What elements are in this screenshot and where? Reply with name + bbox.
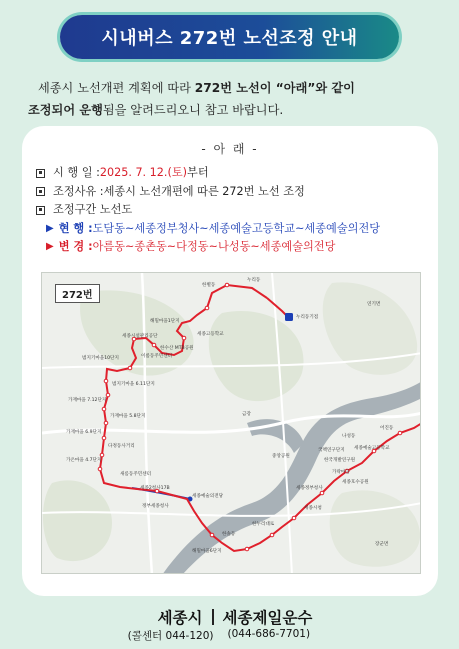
organization-bus-company: 세종제일운수 xyxy=(222,609,313,627)
map-label: 가재마을 6.9단지 xyxy=(66,430,102,435)
map-label: 이룸동주민센터 xyxy=(141,354,173,359)
map-label: 세종예술의전당 xyxy=(192,494,224,499)
map-label: 다정동사거리 xyxy=(108,444,135,449)
map-label: 누리동 xyxy=(247,278,261,283)
effective-date-value: 2025. 7. 12.(토) xyxy=(99,166,188,179)
map-label: 가온마을 4.7단지 xyxy=(66,458,102,463)
page-title: 시내버스 272번 노선조정 안내 xyxy=(101,28,358,49)
map-graphic xyxy=(42,273,421,574)
map-label: 세종시설관리공단 xyxy=(122,334,158,339)
reason-value: 세종시 노선개편에 따른 272번 노선 조정 xyxy=(103,184,305,198)
title-banner xyxy=(60,15,399,59)
current-route-value: 도담동~세종정부청사~세종예술고등학교~세종예술의전당 xyxy=(92,221,381,235)
map-label: 가재마을 7.12단지 xyxy=(68,398,107,403)
effective-date-suffix: 부터 xyxy=(187,166,209,179)
route-map xyxy=(41,272,421,574)
triangle-right-icon: ▶ xyxy=(46,222,54,234)
changed-route-value: 아름동~종촌동~다정동~나성동~세종예술의전당 xyxy=(92,240,336,253)
square-bullet-icon xyxy=(36,169,45,178)
company-phone: (044-686-7701) xyxy=(227,628,311,640)
map-label: 어진동 xyxy=(380,426,394,431)
intro-line-2 xyxy=(28,99,438,121)
changed-route-row xyxy=(36,238,436,257)
map-label: 한수산 MTB공원 xyxy=(160,346,194,351)
intro-line-1-b: 272번 노선이 “아래”와 같이 xyxy=(194,81,355,95)
square-bullet-icon xyxy=(36,187,45,196)
effective-date-row xyxy=(36,164,436,183)
map-label: 중앙공원 xyxy=(272,454,290,459)
map-label: 세종2청사17B xyxy=(140,486,170,491)
notice-card xyxy=(22,126,438,596)
map-label: 범지기마을 6.11단지 xyxy=(112,382,155,387)
map-label: 한솔동 xyxy=(222,532,236,537)
intro-line-1-a: 세종시 노선개편 계획에 따라 xyxy=(38,81,195,95)
map-label: 한국개발연구원 xyxy=(324,458,356,463)
current-route-label: 현 행 : xyxy=(58,221,93,235)
square-bullet-icon xyxy=(36,206,45,215)
map-label: 세종정부청사 xyxy=(296,486,323,491)
map-label: 장군면 xyxy=(375,542,389,547)
map-label: 세종예술고등학교 xyxy=(354,446,390,451)
organization-sejong-city: 세종시 xyxy=(157,609,203,627)
map-label: 가재마을 5.8단지 xyxy=(110,414,146,419)
map-label: 연기면 xyxy=(367,302,381,307)
bus-stop-icon xyxy=(285,313,293,321)
intro-line-2-a: 조정되어 운행 xyxy=(28,103,103,117)
reason-row xyxy=(36,183,436,202)
map-label: 가락마을 xyxy=(332,470,350,475)
map-label: 한별동 xyxy=(202,283,216,288)
map-label: 세종고등학교 xyxy=(197,332,224,337)
route-tag: 272번 xyxy=(55,284,100,303)
map-label: 국책연구단지 xyxy=(318,448,345,453)
map-label: 한누리대로 xyxy=(252,522,275,527)
call-center-phone: (콜센터 044-120) xyxy=(127,630,214,642)
triangle-right-icon: ▶ xyxy=(46,241,54,252)
map-label: 누리동기점 xyxy=(296,315,319,320)
map-label: 범지기마을10단지 xyxy=(82,356,119,361)
reason-label: 조정사유 : xyxy=(53,184,104,198)
current-route-row xyxy=(36,220,436,239)
map-label: 정부세종청사 xyxy=(142,504,169,509)
notice-details xyxy=(36,164,436,257)
effective-date-label: 시 행 일 : xyxy=(53,166,100,179)
map-label: 금강 xyxy=(242,412,251,417)
map-label: 새롬동주민센터 xyxy=(120,472,152,477)
phone-line xyxy=(0,628,459,643)
notice-heading: - 아 래 - xyxy=(201,142,259,156)
section-row xyxy=(36,201,436,220)
changed-route-label: 변 경 : xyxy=(58,240,93,253)
divider xyxy=(212,609,214,625)
organization-line xyxy=(0,606,459,628)
map-label: 해밀마을6단지 xyxy=(192,549,222,554)
intro-line-1 xyxy=(28,77,438,99)
map-label: 세종호수공원 xyxy=(342,480,369,485)
intro-line-2-b: 됨을 알려드리오니 참고 바랍니다. xyxy=(102,103,284,117)
map-label: 세종시청 xyxy=(304,506,322,511)
section-label: 조정구간 노선도 xyxy=(53,203,133,216)
map-label: 해밀마을1단지 xyxy=(150,319,180,324)
intro-text xyxy=(28,77,438,121)
map-label: 나성동 xyxy=(342,434,356,439)
